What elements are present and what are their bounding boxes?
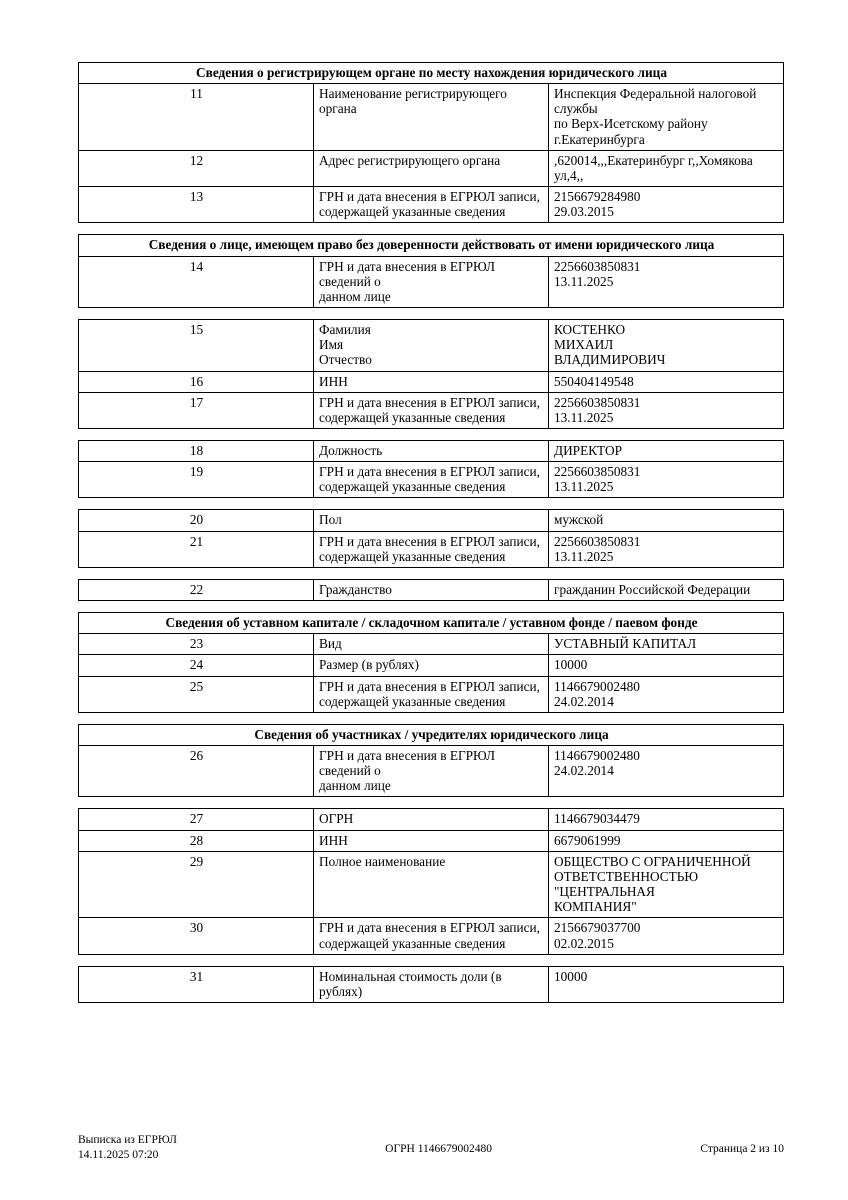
section-title: Сведения о регистрирующем органе по месту нахождения юридического лица	[79, 63, 784, 84]
row-value: 2256603850831 13.11.2025	[549, 392, 784, 428]
section-title: Сведения о лице, имеющем право без доверенности действовать от имени юридического лица	[79, 235, 784, 256]
row-value: мужской	[549, 510, 784, 531]
row-label: Фамилия Имя Отчество	[314, 320, 549, 371]
row-label: ГРН и дата внесения в ЕГРЮЛ записи, содержащей указанные сведения	[314, 462, 549, 498]
row-value: 2256603850831 13.11.2025	[549, 462, 784, 498]
row-number: 30	[79, 918, 314, 954]
row-value: 1146679002480 24.02.2014	[549, 746, 784, 797]
row-label: ГРН и дата внесения в ЕГРЮЛ записи, содержащей указанные сведения	[314, 531, 549, 567]
section-title: Сведения об участниках / учредителях юридического лица	[79, 724, 784, 745]
table-row	[79, 676, 784, 712]
table-spacer-row	[79, 601, 784, 613]
spacer-cell	[79, 498, 784, 510]
spacer-cell	[79, 567, 784, 579]
section-title: Сведения об уставном капитале / складочном капитале / уставном фонде / паевом фонде	[79, 613, 784, 634]
table-spacer-row	[79, 223, 784, 235]
row-value: 10000	[549, 966, 784, 1002]
row-number: 18	[79, 440, 314, 461]
row-label: Вид	[314, 634, 549, 655]
footer-document-title: Выписка из ЕГРЮЛ 14.11.2025 07:20	[78, 1134, 177, 1161]
row-label: Должность	[314, 440, 549, 461]
row-number: 17	[79, 392, 314, 428]
row-value: КОСТЕНКО МИХАИЛ ВЛАДИМИРОВИЧ	[549, 320, 784, 371]
egrul-data-table	[78, 62, 784, 1003]
row-number: 28	[79, 830, 314, 851]
table-spacer-row	[79, 428, 784, 440]
table-spacer-row	[79, 498, 784, 510]
row-number: 13	[79, 187, 314, 223]
row-value: ОБЩЕСТВО С ОГРАНИЧЕННОЙ ОТВЕТСТВЕННОСТЬЮ "ЦЕНТРАЛЬНАЯ КОМПАНИЯ"	[549, 851, 784, 918]
row-value: 550404149548	[549, 371, 784, 392]
row-value: 2256603850831 13.11.2025	[549, 531, 784, 567]
row-number: 16	[79, 371, 314, 392]
row-number: 25	[79, 676, 314, 712]
section-header-row	[79, 724, 784, 745]
row-value: 2156679284980 29.03.2015	[549, 187, 784, 223]
row-label: Полное наименование	[314, 851, 549, 918]
spacer-cell	[79, 428, 784, 440]
row-number: 12	[79, 150, 314, 186]
table-row	[79, 371, 784, 392]
footer-page-number: Страница 2 из 10	[700, 1143, 784, 1156]
table-row	[79, 320, 784, 371]
table-spacer-row	[79, 797, 784, 809]
row-number: 23	[79, 634, 314, 655]
row-value: гражданин Российской Федерации	[549, 579, 784, 600]
table-row	[79, 462, 784, 498]
section-header-row	[79, 63, 784, 84]
row-number: 27	[79, 809, 314, 830]
row-value: 6679061999	[549, 830, 784, 851]
row-value: 2256603850831 13.11.2025	[549, 256, 784, 307]
table-row	[79, 830, 784, 851]
row-number: 14	[79, 256, 314, 307]
table-row	[79, 579, 784, 600]
row-value: ДИРЕКТОР	[549, 440, 784, 461]
footer-row	[78, 1133, 784, 1162]
row-value: ,620014,,,Екатеринбург г,,Хомякова ул,4,,	[549, 150, 784, 186]
row-label: Гражданство	[314, 579, 549, 600]
row-value: 1146679002480 24.02.2014	[549, 676, 784, 712]
row-number: 24	[79, 655, 314, 676]
row-label: ИНН	[314, 371, 549, 392]
row-label: ИНН	[314, 830, 549, 851]
row-label: Наименование регистрирующего органа	[314, 84, 549, 151]
row-value: 10000	[549, 655, 784, 676]
table-row	[79, 440, 784, 461]
table-spacer-row	[79, 308, 784, 320]
row-value: УСТАВНЫЙ КАПИТАЛ	[549, 634, 784, 655]
table-row	[79, 655, 784, 676]
spacer-cell	[79, 712, 784, 724]
table-row	[79, 634, 784, 655]
table-row	[79, 809, 784, 830]
row-number: 29	[79, 851, 314, 918]
table-row	[79, 187, 784, 223]
spacer-cell	[79, 223, 784, 235]
row-label: ГРН и дата внесения в ЕГРЮЛ записи, содержащей указанные сведения	[314, 187, 549, 223]
row-number: 26	[79, 746, 314, 797]
table-spacer-row	[79, 712, 784, 724]
spacer-cell	[79, 601, 784, 613]
row-value: 2156679037700 02.02.2015	[549, 918, 784, 954]
table-row	[79, 531, 784, 567]
row-number: 20	[79, 510, 314, 531]
row-number: 21	[79, 531, 314, 567]
row-label: Адрес регистрирующего органа	[314, 150, 549, 186]
row-number: 19	[79, 462, 314, 498]
row-label: Номинальная стоимость доли (в рублях)	[314, 966, 549, 1002]
row-label: ГРН и дата внесения в ЕГРЮЛ сведений о данном лице	[314, 256, 549, 307]
table-row	[79, 918, 784, 954]
table-row	[79, 392, 784, 428]
table-body	[79, 63, 784, 1003]
row-label: ГРН и дата внесения в ЕГРЮЛ записи, содержащей указанные сведения	[314, 392, 549, 428]
table-spacer-row	[79, 567, 784, 579]
table-row	[79, 851, 784, 918]
spacer-cell	[79, 797, 784, 809]
row-label: ГРН и дата внесения в ЕГРЮЛ записи, содержащей указанные сведения	[314, 676, 549, 712]
table-row	[79, 510, 784, 531]
row-number: 15	[79, 320, 314, 371]
row-value: 1146679034479	[549, 809, 784, 830]
row-label: ОГРН	[314, 809, 549, 830]
table-row	[79, 966, 784, 1002]
row-number: 11	[79, 84, 314, 151]
table-row	[79, 256, 784, 307]
section-header-row	[79, 613, 784, 634]
section-header-row	[79, 235, 784, 256]
row-value: Инспекция Федеральной налоговой службы по Верх-Исетскому району г.Екатеринбурга	[549, 84, 784, 151]
row-label: ГРН и дата внесения в ЕГРЮЛ сведений о данном лице	[314, 746, 549, 797]
row-label: Пол	[314, 510, 549, 531]
row-label: ГРН и дата внесения в ЕГРЮЛ записи, содержащей указанные сведения	[314, 918, 549, 954]
table-row	[79, 84, 784, 151]
spacer-cell	[79, 954, 784, 966]
footer-ogrn: ОГРН 1146679002480	[385, 1143, 493, 1156]
table-row	[79, 746, 784, 797]
table-row	[79, 150, 784, 186]
page-footer	[78, 1133, 784, 1162]
row-label: Размер (в рублях)	[314, 655, 549, 676]
table-spacer-row	[79, 954, 784, 966]
row-number: 22	[79, 579, 314, 600]
spacer-cell	[79, 308, 784, 320]
row-number: 31	[79, 966, 314, 1002]
